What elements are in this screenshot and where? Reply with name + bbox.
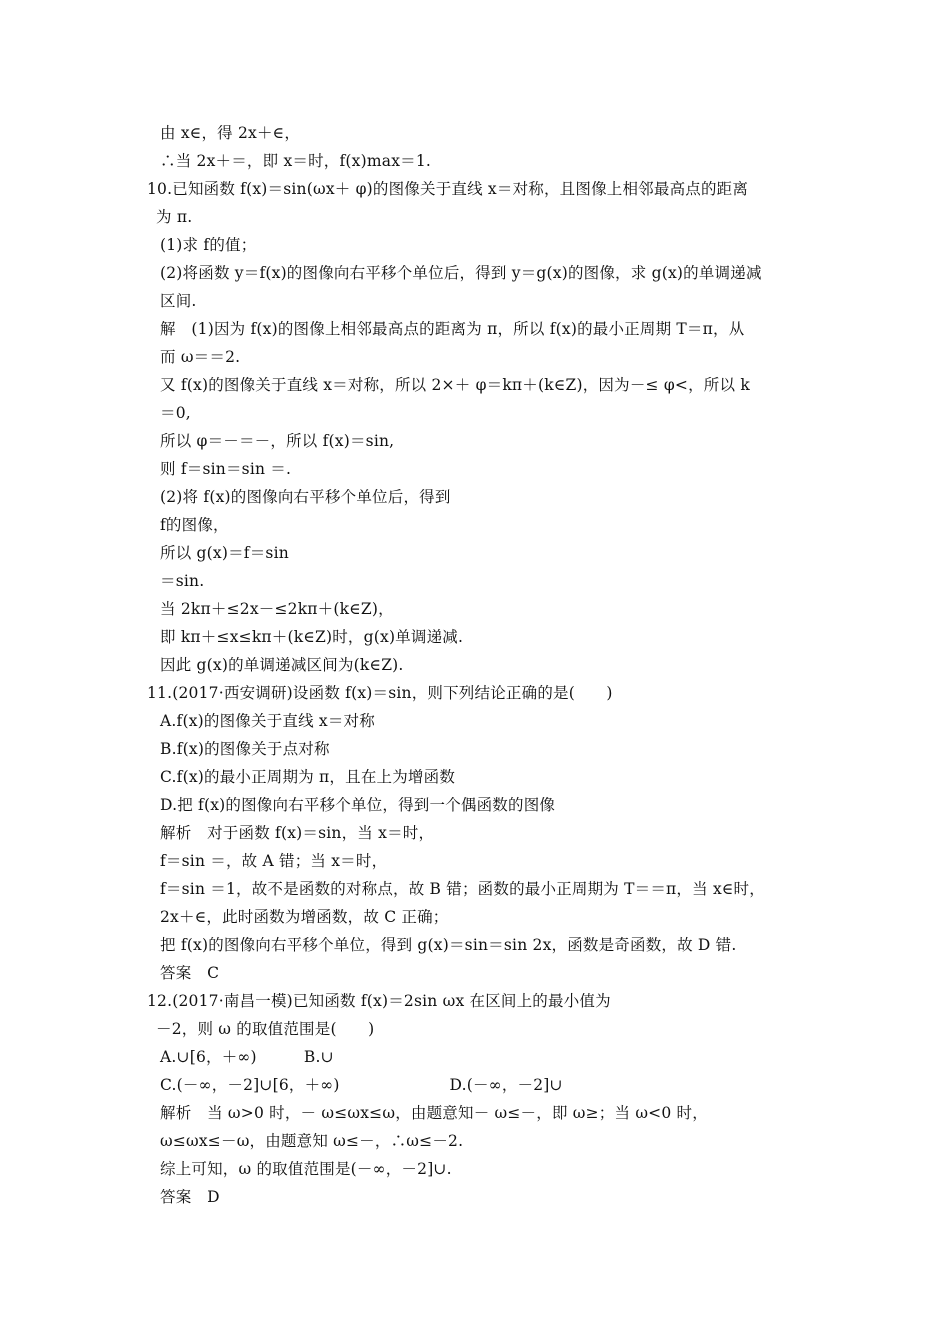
text-line: 综上可知，ω 的取值范围是(－∞，－2]∪. [160,1160,452,1178]
text-line: 所以 φ＝－＝－，所以 f(x)＝sin, [160,432,395,450]
option-a: A.f(x)的图像关于直线 x＝对称 [160,712,375,730]
text-line: f＝sin ＝1，故不是函数的对称点，故 B 错；函数的最小正周期为 T＝＝π，当 x∈时， [160,880,765,898]
text-line: 当 2kπ＋≤2x－≤2kπ＋(k∈Z)， [160,600,394,618]
question-10-stem: 10.已知函数 f(x)＝sin(ωx＋ φ)的图像关于直线 x＝对称，且图像上相邻最高点的距离 [147,180,749,198]
text-line: 2x＋∈，此时函数为增函数，故 C 正确； [160,908,449,926]
option-c: C.f(x)的最小正周期为 π，且在上为增函数 [160,768,456,786]
text-line: ＝0, [160,404,191,422]
solution-line: 解 (1)因为 f(x)的图像上相邻最高点的距离为 π，所以 f(x)的最小正周期 T＝π，从 [160,320,745,338]
question-11-stem: 11.(2017·西安调研)设函数 f(x)＝sin，则下列结论正确的是( ) [147,684,613,702]
text-line: 而 ω＝＝2. [160,348,241,366]
text-line: f＝sin ＝，故 A 错；当 x＝时， [160,852,388,870]
text-line: 区间. [160,292,197,310]
answer-line: 答案 C [160,964,220,982]
text-line: (1)求 f的值； [160,236,257,254]
options-ab: A.∪[6，＋∞) B.∪ [160,1048,334,1066]
text-line: 又 f(x)的图像关于直线 x＝对称，所以 2×＋ φ＝kπ＋(k∈Z)，因为－≤ φ<，所以 k [160,376,750,394]
text-line: 所以 g(x)＝f＝sin [160,544,289,562]
text-line: (2)将 f(x)的图像向右平移个单位后，得到 [160,488,451,506]
text-line: f的图像， [160,516,229,534]
text-line: －2，则 ω 的取值范围是( ) [156,1020,375,1038]
text-line: ∴当 2x＋＝，即 x＝时，f(x)max＝1. [160,152,432,170]
text-line: 把 f(x)的图像向右平移个单位，得到 g(x)＝sin＝sin 2x，函数是奇函数，故 D 错. [160,936,737,954]
option-b: B.f(x)的图像关于点对称 [160,740,330,758]
text-line: ＝sin. [160,572,205,590]
answer-line: 答案 D [160,1188,220,1206]
options-cd: C.(－∞，－2]∪[6，＋∞) D.(－∞，－2]∪ [160,1076,563,1094]
text-line: 为 π. [156,208,193,226]
text-line: ω≤ωx≤－ω，由题意知 ω≤－，∴ω≤－2. [160,1132,464,1150]
text-line: 由 x∈，得 2x＋∈， [160,124,301,142]
question-12-stem: 12.(2017·南昌一模)已知函数 f(x)＝2sin ωx 在区间上的最小值为 [147,992,611,1010]
option-d: D.把 f(x)的图像向右平移个单位，得到一个偶函数的图像 [160,796,556,814]
text-line: (2)将函数 y＝f(x)的图像向右平移个单位后，得到 y＝g(x)的图像，求 g(x)的单调递减 [160,264,762,282]
analysis-line: 解析 当 ω>0 时，－ ω≤ωx≤ω，由题意知－ ω≤－，即 ω≥；当 ω<0 时， [160,1104,708,1122]
text-line: 则 f＝sin＝sin ＝. [160,460,292,478]
text-line: 因此 g(x)的单调递减区间为(k∈Z). [160,656,404,674]
text-line: 即 kπ＋≤x≤kπ＋(k∈Z)时，g(x)单调递减. [160,628,464,646]
analysis-line: 解析 对于函数 f(x)＝sin，当 x＝时， [160,824,435,842]
